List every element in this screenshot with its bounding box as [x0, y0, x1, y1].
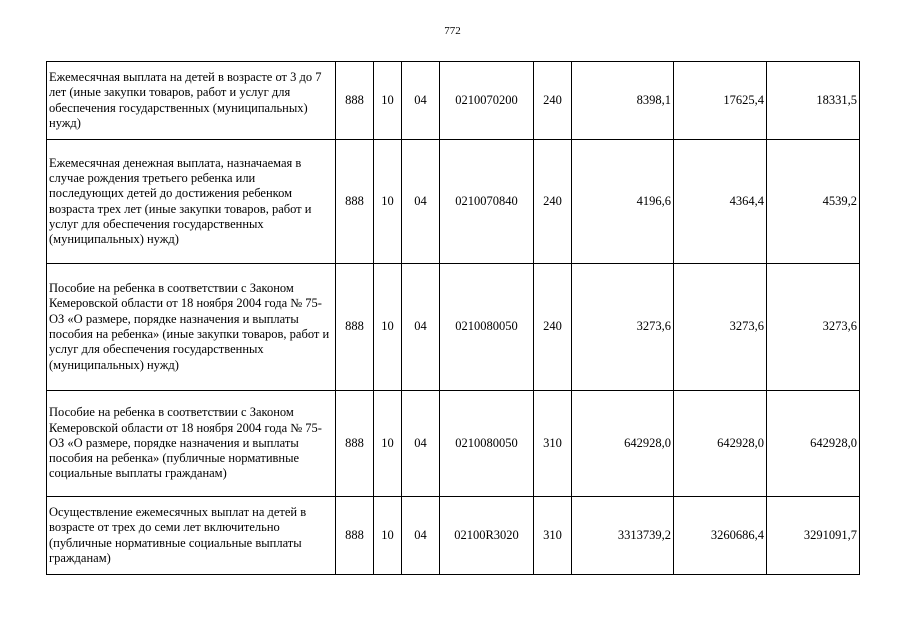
table-row — [47, 140, 860, 264]
ministry-code: 888 — [336, 391, 374, 497]
ministry-code: 888 — [336, 62, 374, 140]
amount-year-1: 4196,6 — [572, 140, 674, 264]
amount-year-1: 3313739,2 — [572, 497, 674, 575]
ministry-code: 888 — [336, 264, 374, 391]
table-row — [47, 62, 860, 140]
expense-type-code: 240 — [534, 264, 572, 391]
amount-year-2: 3273,6 — [674, 264, 767, 391]
amount-year-3: 3291091,7 — [767, 497, 860, 575]
section-code: 10 — [374, 497, 402, 575]
target-article-code: 0210070840 — [440, 140, 534, 264]
section-code: 10 — [374, 62, 402, 140]
expense-type-code: 310 — [534, 497, 572, 575]
amount-year-3: 3273,6 — [767, 264, 860, 391]
table-row — [47, 497, 860, 575]
amount-year-3: 18331,5 — [767, 62, 860, 140]
table-row — [47, 391, 860, 497]
expense-type-code: 240 — [534, 62, 572, 140]
amount-year-2: 642928,0 — [674, 391, 767, 497]
target-article-code: 02100R3020 — [440, 497, 534, 575]
budget-table — [46, 61, 860, 575]
section-code: 10 — [374, 264, 402, 391]
expense-type-code: 240 — [534, 140, 572, 264]
section-code: 10 — [374, 391, 402, 497]
row-description: Ежемесячная выплата на детей в возрасте от 3 до 7 лет (иные закупки товаров, работ и услуг для обеспечения государственных (муниципальных) нужд) — [47, 62, 336, 140]
target-article-code: 0210080050 — [440, 391, 534, 497]
expense-type-code: 310 — [534, 391, 572, 497]
amount-year-2: 4364,4 — [674, 140, 767, 264]
row-description: Осуществление ежемесячных выплат на детей в возрасте от трех до семи лет включительно (публичные нормативные социальные выплаты гражданам) — [47, 497, 336, 575]
subsection-code: 04 — [402, 391, 440, 497]
target-article-code: 0210080050 — [440, 264, 534, 391]
subsection-code: 04 — [402, 62, 440, 140]
amount-year-1: 3273,6 — [572, 264, 674, 391]
subsection-code: 04 — [402, 140, 440, 264]
subsection-code: 04 — [402, 497, 440, 575]
section-code: 10 — [374, 140, 402, 264]
amount-year-2: 3260686,4 — [674, 497, 767, 575]
row-description: Ежемесячная денежная выплата, назначаемая в случае рождения третьего ребенка или последующих детей до достижения ребенком возраста трех лет (иные закупки товаров, работ и услуг для обеспечения государственных (муниципальных) нужд) — [47, 140, 336, 264]
amount-year-1: 8398,1 — [572, 62, 674, 140]
ministry-code: 888 — [336, 140, 374, 264]
ministry-code: 888 — [336, 497, 374, 575]
table-row — [47, 264, 860, 391]
row-description: Пособие на ребенка в соответствии с Законом Кемеровской области от 18 ноября 2004 года № 75-ОЗ «О размере, порядке назначения и выплаты пособия на ребенка» (иные закупки товаров, работ и услуг для обеспечения государственных (муниципальных) нужд) — [47, 264, 336, 391]
amount-year-3: 4539,2 — [767, 140, 860, 264]
amount-year-2: 17625,4 — [674, 62, 767, 140]
subsection-code: 04 — [402, 264, 440, 391]
page-number: 772 — [444, 25, 461, 37]
amount-year-3: 642928,0 — [767, 391, 860, 497]
target-article-code: 0210070200 — [440, 62, 534, 140]
amount-year-1: 642928,0 — [572, 391, 674, 497]
row-description: Пособие на ребенка в соответствии с Законом Кемеровской области от 18 ноября 2004 года № 75-ОЗ «О размере, порядке назначения и выплаты пособия на ребенка» (публичные нормативные социальные выплаты гражданам) — [47, 391, 336, 497]
